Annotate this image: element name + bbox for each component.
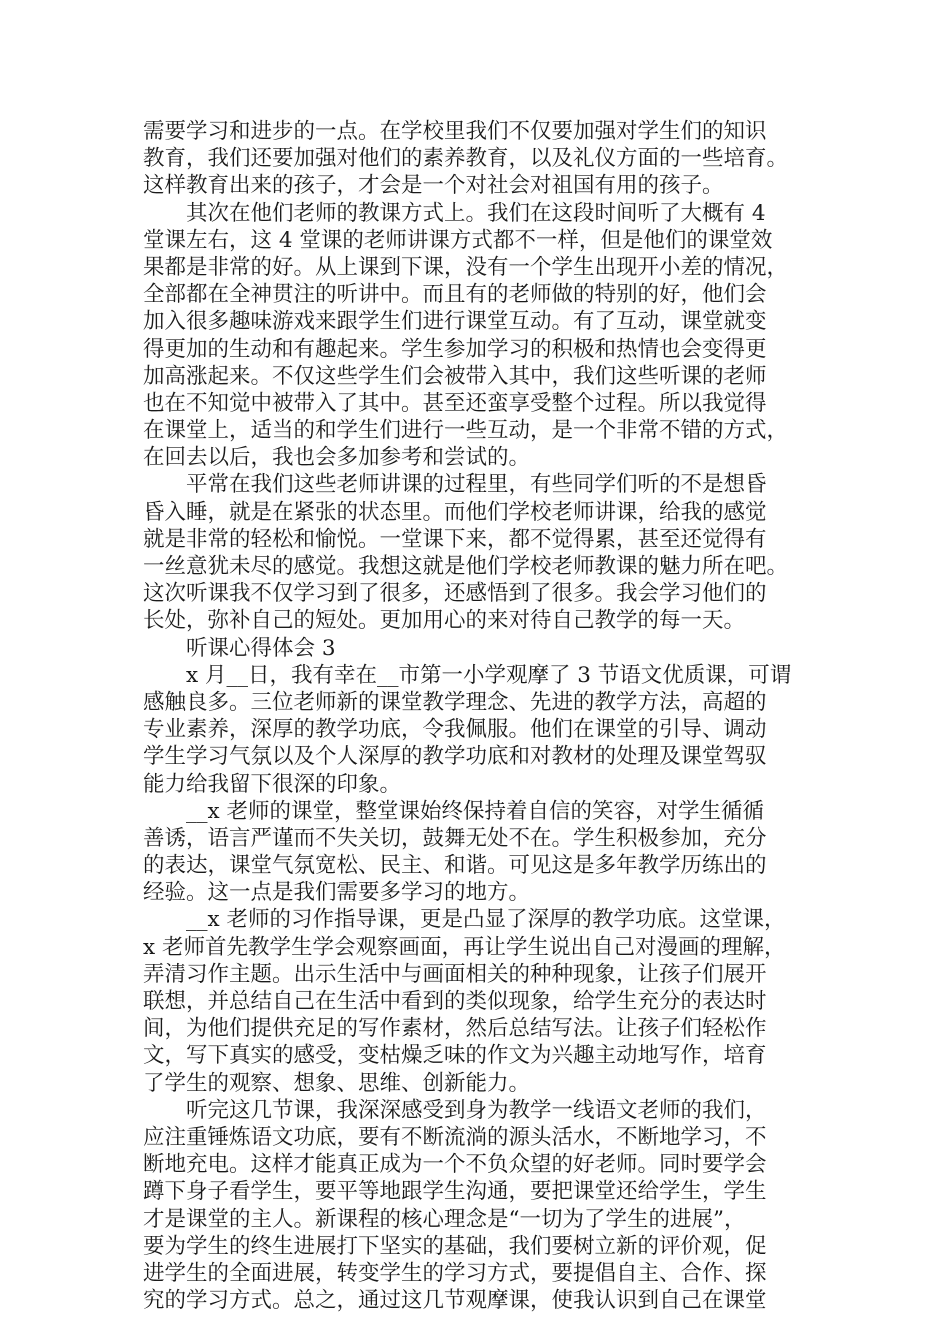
text-line: 断地充电。这样才能真正成为一个不负众望的好老师。同时要学会: [143, 1152, 767, 1178]
text-line: 要为学生的终生进展打下坚实的基础，我们要树立新的评价观，促: [143, 1233, 767, 1259]
paragraph-first-line: 听课心得体会 3: [186, 635, 336, 661]
text-line: 就是非常的轻松和愉悦。一堂课下来，都不觉得累，甚至还觉得有: [143, 526, 767, 552]
paragraph-first-line: x 月__日，我有幸在__市第一小学观摩了 3 节语文优质课，可谓: [186, 662, 792, 688]
text-line: 长处，弥补自己的短处。更加用心的来对待自己教学的每一天。: [143, 608, 746, 634]
text-line: 加高涨起来。不仅这些学生们会被带入其中，我们这些听课的老师: [143, 363, 767, 389]
text-line: 这样教育出来的孩子，才会是一个对社会对祖国有用的孩子。: [143, 173, 724, 199]
text-line: 需要学习和进步的一点。在学校里我们不仅要加强对学生们的知识: [143, 119, 767, 144]
text-line: 经验。这一点是我们需要多学习的地方。: [143, 880, 531, 906]
text-line: 联想，并总结自己在生活中看到的类似现象，给学生充分的表达时: [143, 989, 767, 1014]
paragraph-first-line: __x 老师的习作指导课，更是凸显了深厚的教学功底。这堂课，: [186, 907, 786, 933]
text-line: 能力给我留下很深的印象。: [143, 771, 402, 797]
text-line: 学生学习气氛以及个人深厚的教学功底和对教材的处理及课堂驾驭: [143, 744, 767, 770]
text-line: 的表达，课堂气氛宽松、民主、和谐。可见这是多年教学历练出的: [143, 853, 767, 879]
text-line: 得更加的生动和有趣起来。学生参加学习的积极和热情也会变得更: [143, 336, 767, 362]
paragraph-first-line: __x 老师的课堂，整堂课始终保持着自信的笑容，对学生循循: [186, 798, 764, 824]
paragraph-first-line: 听完这几节课，我深深感受到身为教学一线语文老师的我们，: [186, 1097, 767, 1123]
text-line: 教育，我们还要加强对他们的素养教育，以及礼仪方面的一些培育。: [143, 146, 789, 172]
text-line: 昏入睡，就是在紧张的状态里。而他们学校老师讲课，给我的感觉: [143, 499, 767, 525]
text-line: 了学生的观察、想象、思维、创新能力。: [143, 1070, 531, 1096]
paragraph-first-line: 其次在他们老师的教课方式上。我们在这段时间听了大概有 4: [186, 200, 766, 226]
text-line: 文，写下真实的感受，变枯燥乏味的作文为兴趣主动地写作，培育: [143, 1043, 767, 1069]
text-line: 善诱，语言严谨而不失关切，鼓舞无处不在。学生积极参加，充分: [143, 825, 767, 851]
text-line: x 老师首先教学生学会观察画面，再让学生说出自己对漫画的理解，: [143, 934, 786, 960]
text-line: 在回去以后，我也会多加参考和尝试的。: [143, 445, 531, 471]
text-line: 在课堂上，适当的和学生们进行一些互动，是一个非常不错的方式，: [143, 418, 789, 444]
document-body: [143, 118, 827, 1314]
text-line: 也在不知觉中被带入了其中。甚至还蛮享受整个过程。所以我觉得: [143, 390, 767, 416]
text-line: 专业素养，深厚的教学功底，令我佩服。他们在课堂的引导、调动: [143, 717, 767, 743]
text-line: 果都是非常的好。从上课到下课，没有一个学生出现开小差的情况，: [143, 254, 789, 280]
text-line: 感触良多。三位老师新的课堂教学理念、先进的教学方法，高超的: [143, 689, 767, 715]
paragraph-first-line: 平常在我们这些老师讲课的过程里，有些同学们听的不是想昏: [186, 472, 767, 498]
text-line: 间，为他们提供充足的写作素材，然后总结写法。让孩子们轻松作: [143, 1016, 767, 1042]
text-line: 才是课堂的主人。新课程的核心理念是“一切为了学生的进展”，: [143, 1206, 746, 1232]
text-line: 这次听课我不仅学习到了很多，还感悟到了很多。我会学习他们的: [143, 581, 767, 607]
text-line: 加入很多趣味游戏来跟学生们进行课堂互动。有了互动，课堂就变: [143, 309, 767, 335]
text-line: 进学生的全面进展，转变学生的学习方式，要提倡自主、合作、探: [143, 1260, 767, 1286]
text-line: 一丝意犹未尽的感觉。我想这就是他们学校老师教课的魅力所在吧。: [143, 554, 789, 579]
text-line: 究的学习方式。总之，通过这几节观摩课，使我认识到自己在课堂: [143, 1288, 767, 1314]
text-line: 应注重锤炼语文功底，要有不断流淌的源头活水，不断地学习，不: [143, 1124, 767, 1150]
text-line: 全部都在全神贯注的听讲中。而且有的老师做的特别的好，他们会: [143, 282, 767, 308]
text-line: 蹲下身子看学生，要平等地跟学生沟通，要把课堂还给学生，学生: [143, 1179, 767, 1205]
text-line: 弄清习作主题。出示生活中与画面相关的种种现象，让孩子们展开: [143, 961, 767, 987]
text-line: 堂课左右，这 4 堂课的老师讲课方式都不一样，但是他们的课堂效: [143, 227, 773, 253]
